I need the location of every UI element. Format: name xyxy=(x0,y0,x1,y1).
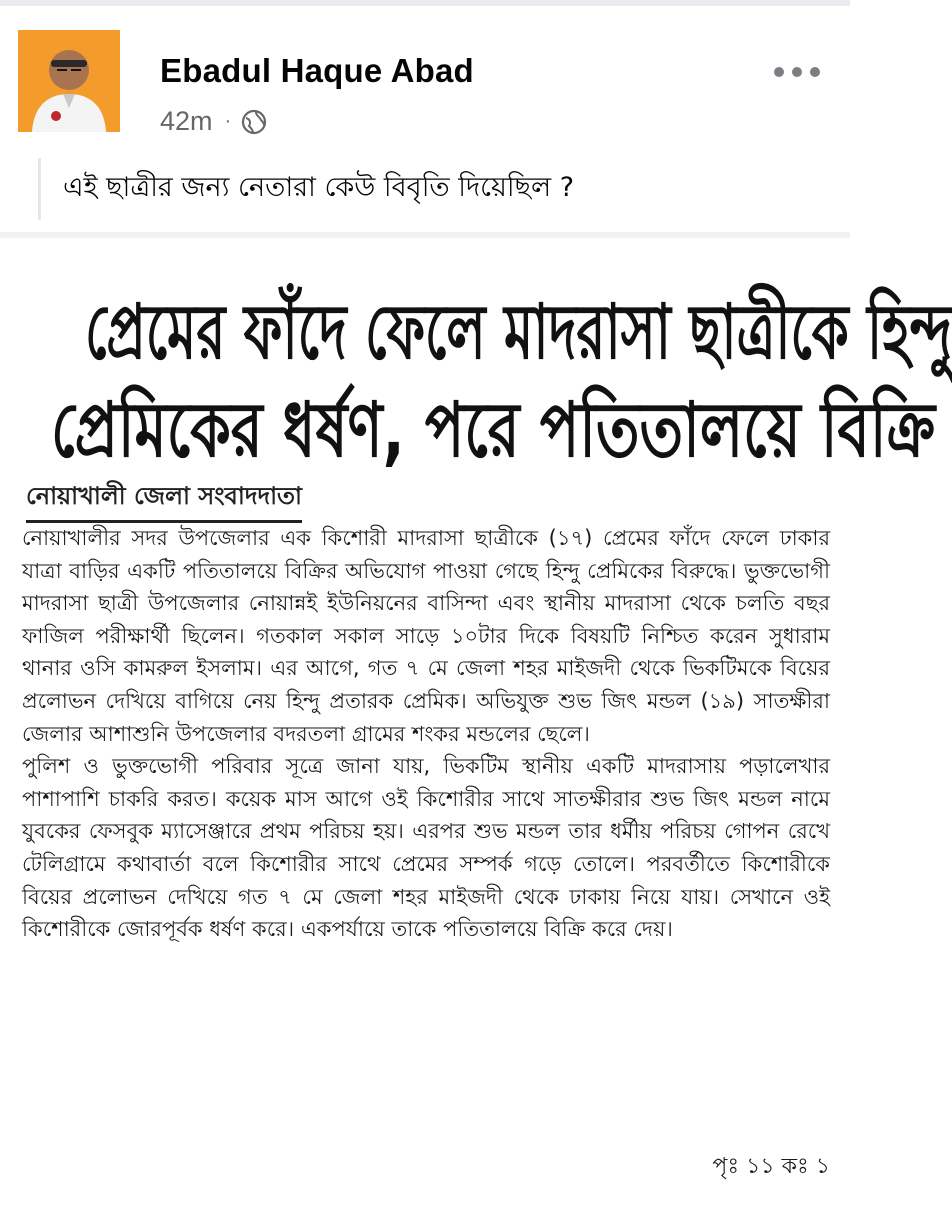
avatar-portrait-icon xyxy=(18,30,120,132)
article-body xyxy=(22,522,830,946)
post-header xyxy=(0,6,850,146)
article-paragraph-2: পুলিশ ও ভুক্তভোগী পরিবার সূত্রে জানা যায়, ভিকটিম স্থানীয় একটি মাদরাসায় পড়ালেখার পাশাপাশি চাকরি করত। কয়েক মাস আগে ওই কিশোরীর সাথে সাতক্ষীরার শুভ জিৎ মন্ডল নামে যুবকের ফেসবুক ম্যাসেঞ্জারে প্রথম পরিচয় হয়। এরপর শুভ মন্ডল তার ধর্মীয় পরিচয় গোপন রেখে টেলিগ্রামে কথাবার্তা বলে কিশোরীর সাথে প্রেমের সম্পর্ক গড়ে তোলে। পরবর্তীতে কিশোরীকে বিয়ের প্রলোভন দেখিয়ে গত ৭ মে জেলা শহর মাইজদী থেকে ঢাকায় নিয়ে যায়। সেখানে ওই কিশোরীকে জোরপূর্বক ধর্ষণ করে। একপর্যায়ে তাকে পতিতালয়ে বিক্রি করে দেয়। xyxy=(22,754,830,942)
avatar[interactable] xyxy=(18,30,120,132)
post-meta xyxy=(160,106,267,137)
newspaper-clipping-image[interactable] xyxy=(0,238,952,1206)
page-reference: পৃঃ ১১ কঃ ১ xyxy=(712,1154,830,1179)
more-options-icon[interactable] xyxy=(774,62,820,82)
author-name[interactable]: Ebadul Haque Abad xyxy=(160,52,474,89)
post-caption: এই ছাত্রীর জন্য নেতারা কেউ বিবৃতি দিয়েছিল ? xyxy=(38,158,808,220)
meta-separator: · xyxy=(224,110,232,132)
headline-line-2: প্রেমিকের ধর্ষণ, পরে পতিতালয়ে বিক্রি xyxy=(51,385,936,475)
more-dot xyxy=(774,67,784,77)
reporter-byline: নোয়াখালী জেলা সংবাদদাতা xyxy=(26,478,302,523)
more-dot xyxy=(810,67,820,77)
headline-line-1: প্রেমের ফাঁদে ফেলে মাদরাসা ছাত্রীকে হিন্দু xyxy=(85,287,952,377)
article-paragraph-1: নোয়াখালীর সদর উপজেলার এক কিশোরী মাদরাসা ছাত্রীকে (১৭) প্রেমের ফাঁদে ফেলে ঢাকার যাত্রা বাড়ির একটি পতিতালয়ে বিক্রির অভিযোগ পাওয়া গেছে হিন্দু প্রেমিকের বিরুদ্ধে। ভুক্তভোগী মাদরাসা ছাত্রী উপজেলার নোয়ান্নই ইউনিয়নের বাসিন্দা এবং স্থানীয় মাদরাসা থেকে চলতি বছর ফাজিল পরীক্ষার্থী ছিলেন। গতকাল সকাল সাড়ে ১০টার দিকে বিষয়টি নিশ্চিত করেন সুধারাম থানার ওসি কামরুল ইসলাম। এর আগে, গত ৭ মে জেলা শহর মাইজদী থেকে ভিকটিমকে বিয়ের প্রলোভন দেখিয়ে বাগিয়ে নেয় হিন্দু প্রতারক প্রেমিক। অভিযুক্ত শুভ জিৎ মন্ডল (১৯) সাতক্ষীরা জেলার আশাশুনি উপজেলার বদরতলা গ্রামের শংকর মন্ডলের ছেলে। xyxy=(22,526,830,746)
globe-icon[interactable] xyxy=(241,109,267,135)
more-dot xyxy=(792,67,802,77)
post-time[interactable]: 42m xyxy=(160,106,213,136)
